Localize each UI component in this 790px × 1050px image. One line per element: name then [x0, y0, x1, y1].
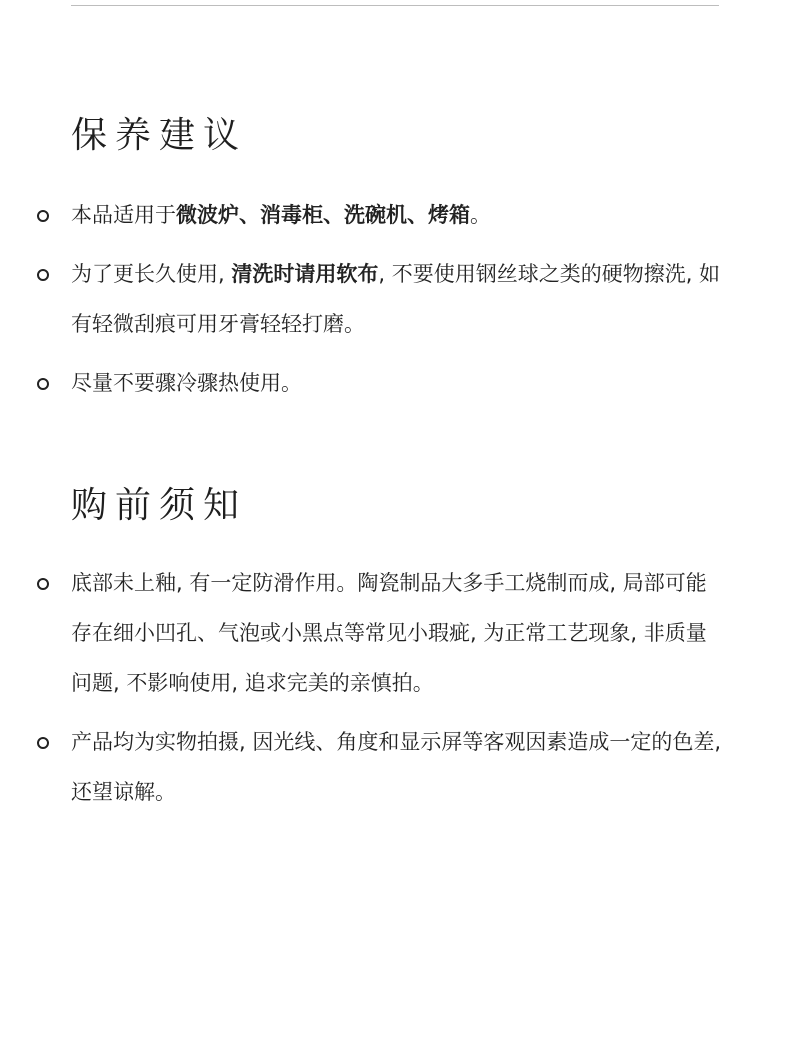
care-item-2: [0, 249, 723, 349]
notice-list: [0, 558, 790, 826]
care-item-1: [0, 190, 723, 240]
care-section-title: 保养建议: [71, 115, 248, 156]
care-item-2-highlight: 清洗时请用软布: [231, 262, 379, 286]
circle-bullet-icon: [37, 737, 49, 749]
care-item-1-pre: 本品适用于: [71, 203, 176, 227]
notice-item-1-text: 底部未上釉, 有一定防滑作用。陶瓷制品大多手工烧制而成, 局部可能存在细小凹孔、气泡或小黑点等常见小瑕疵, 为正常工艺现象, 非质量问题, 不影响使用, 追求完美的亲慎拍。: [71, 571, 707, 695]
circle-bullet-icon: [37, 578, 49, 590]
care-item-3-text: 尽量不要骤冷骤热使用。: [71, 371, 302, 395]
care-item-3: [0, 358, 723, 408]
care-item-1-highlight: 微波炉、消毒柜、洗碗机、烤箱: [176, 203, 470, 227]
notice-item-1: [0, 558, 723, 708]
notice-item-2-text: 产品均为实物拍摄, 因光线、角度和显示屏等客观因素造成一定的色差, 还望谅解。: [71, 730, 722, 804]
care-list: [0, 190, 790, 417]
care-item-2-post: , 不要使用钢丝球之类的硬物擦洗, 如有轻微刮痕可用牙膏轻轻打磨。: [71, 262, 721, 336]
notice-item-2: [0, 717, 723, 817]
top-divider: [71, 5, 719, 6]
notice-section-title: 购前须知: [71, 485, 248, 526]
care-item-2-pre: 为了更长久使用,: [71, 262, 232, 286]
circle-bullet-icon: [37, 378, 49, 390]
circle-bullet-icon: [37, 269, 49, 281]
care-item-1-post: 。: [470, 203, 491, 227]
circle-bullet-icon: [37, 210, 49, 222]
